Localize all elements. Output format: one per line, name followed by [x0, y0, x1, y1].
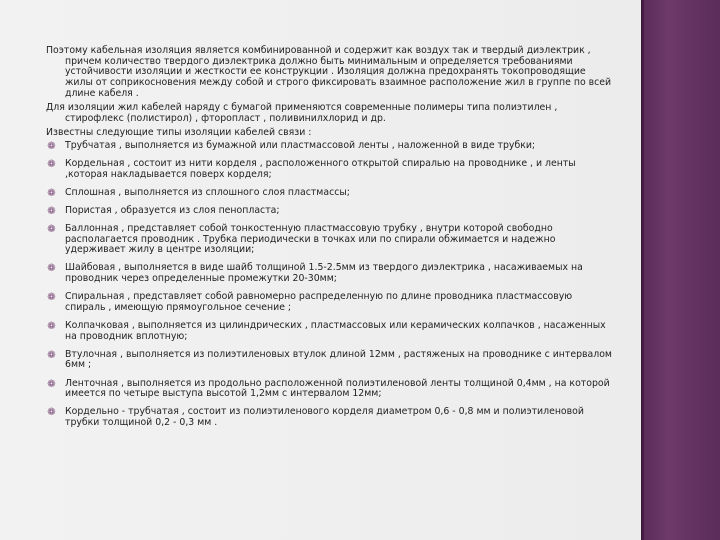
flower-icon: ❁	[47, 292, 56, 304]
list-item: ❁ Шайбовая , выполняется в виде шайб толщиной 1.5-2.5мм из твердого диэлектрика , насаживаемых на проводник через определенные промежутки 20-30мм;	[47, 262, 583, 285]
flower-icon: ❁	[47, 205, 56, 217]
flower-icon: ❁	[47, 158, 56, 170]
paragraph-intro: Поэтому кабельная изоляция является комбинированной и содержит как воздух так и твердый диэлектрик , причем количество твердого диэлектрика должно быть минимальным и определяется требованиями устойчивости изоляции и жесткости ее конструкции . Изоляция должна предохранять токопроводящие жилы от соприкосновения между собой и строго фиксировать взаимное расположение жил в группе по всей длине кабеля .	[46, 45, 612, 99]
list-item: ❁ Кордельная , состоит из нити корделя , расположенного открытой спиралью на проводнике , и ленты ,которая накладывается поверх корделя;	[47, 157, 576, 180]
list-item: ❁ Сплошная , выполняется из сплошного слоя пластмассы;	[47, 186, 350, 199]
paragraph-types-heading: Известны следующие типы изоляции кабелей связи :	[46, 127, 312, 139]
list-item: ❁ Баллонная , представляет собой тонкостенную пластмассовую трубку , внутри которой свободно располагается проводник . Трубка периодически в точках или по спирали обжимается и надежно удерживает жилу в центре изоляции;	[47, 222, 556, 256]
list-item: ❁ Пористая , образуется из слоя пенопласта;	[47, 204, 280, 217]
list-item: ❁ Ленточная , выполняется из продольно расположенной полиэтиленовой ленты толщиной 0,4мм , на которой имеется по четыре выступа высотой 1,2мм с интервалом 12мм;	[47, 377, 610, 400]
list-item: ❁ Втулочная , выполняется из полиэтиленовых втулок длиной 12мм , растяженых на проводнике с интервалом 6мм ;	[47, 348, 612, 371]
flower-icon: ❁	[47, 320, 56, 332]
flower-icon: ❁	[47, 263, 56, 275]
list-item: ❁ Колпачковая , выполняется из цилиндрических , пластмассовых или керамических колпачков , насаженных на проводник вплотную;	[47, 319, 606, 342]
paragraph-polymers: Для изоляции жил кабелей наряду с бумагой применяются современные полимеры типа полиэтилен , стирофлекс (полистирол) , фторопласт , поливинилхлорид и др.	[46, 102, 558, 124]
flower-icon: ❁	[47, 140, 56, 152]
list-item: ❁ Трубчатая , выполняется из бумажной или пластмассовой ленты , наложенной в виде трубки;	[47, 139, 536, 152]
slide-text	[46, 46, 612, 436]
list-item: ❁ Спиральная , представляет собой равномерно распределенную по длине проводника пластмассовую спираль , имеющую прямоугольное сечение ;	[47, 291, 573, 313]
flower-icon: ❁	[47, 223, 56, 235]
decorative-side-panel	[641, 0, 720, 540]
flower-icon: ❁	[47, 407, 56, 419]
flower-icon: ❁	[47, 378, 56, 390]
list-item: ❁ Кордельно - трубчатая , состоит из полиэтиленового корделя диаметром 0,6 - 0,8 мм и полиэтиленовой трубки толщиной 0,2 - 0,3 мм .	[47, 406, 584, 429]
flower-icon: ❁	[47, 187, 56, 199]
flower-icon: ❁	[47, 349, 56, 361]
insulation-types-list	[46, 141, 612, 429]
